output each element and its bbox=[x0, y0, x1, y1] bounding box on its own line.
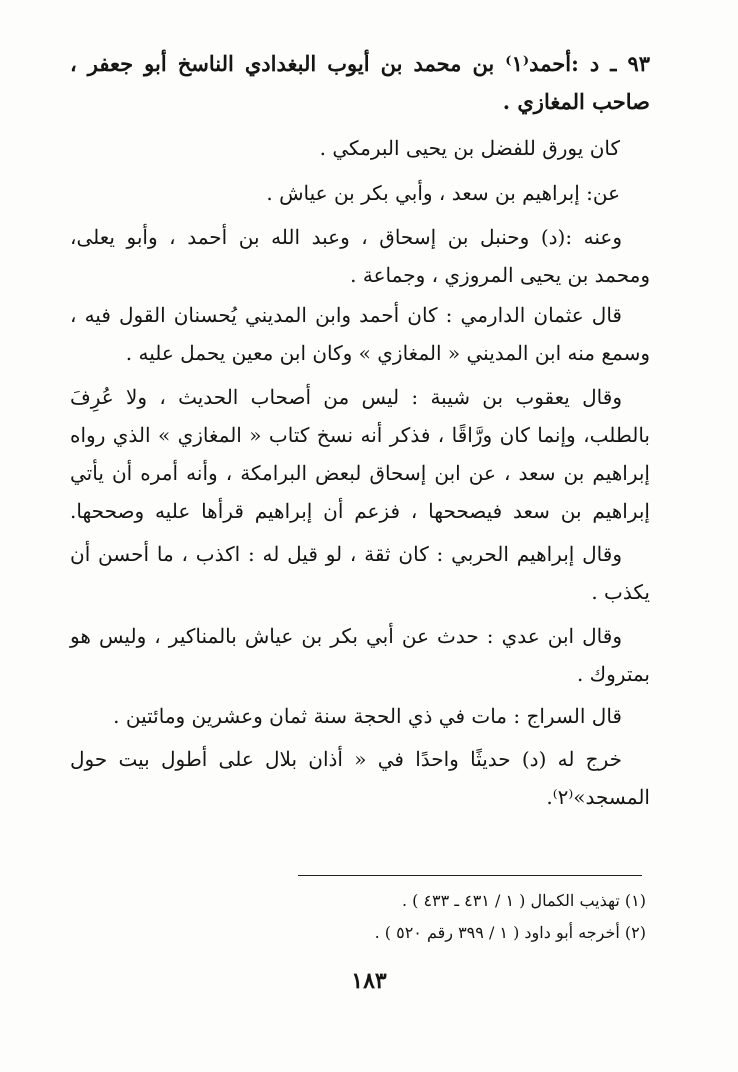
text-line: قال عثمان الدارمي : كان أحمد وابن المديني يُحسنان القول فيه ، bbox=[70, 303, 622, 327]
page-number: ١٨٣ bbox=[351, 968, 387, 994]
text-line: وعنه :(د) وحنبل بن إسحاق ، وعبد الله بن أحمد ، وأبو يعلى، bbox=[70, 225, 622, 249]
text-line: ومحمد بن يحيى المروزي ، وجماعة . bbox=[350, 263, 650, 287]
heading-line-1: ٩٣ ـ د :أحمد⁽١⁾ بن محمد بن أيوب البغدادي الناسخ أبو جعفر ، bbox=[70, 51, 650, 76]
text-line: إبراهيم بن سعد فيصححها ، فزعم أن إبراهيم قرأها عليه وصححها. bbox=[70, 499, 650, 523]
footnote-2: (٢) أخرجه أبو داود ( ١ / ٣٩٩ رقم ٥٢٠ ) . bbox=[374, 923, 646, 942]
text-line: خرج له (د) حديثًا واحدًا في « أذان بلال على أطول بيت حول bbox=[70, 747, 622, 771]
text-line: بمتروك . bbox=[576, 662, 650, 686]
text-line: المسجد»⁽٢⁾. bbox=[546, 785, 650, 809]
footnote-separator bbox=[298, 875, 642, 876]
text-line: يكذب . bbox=[591, 580, 650, 604]
paragraph-7 bbox=[70, 617, 650, 693]
paragraph-8 bbox=[70, 697, 650, 735]
text-line: قال السراج : مات في ذي الحجة سنة ثمان وعشرين ومائتين . bbox=[113, 704, 622, 728]
text-line: وقال إبراهيم الحربي : كان ثقة ، لو قيل له : اكذب ، ما أحسن أن bbox=[70, 542, 622, 566]
paragraph-9 bbox=[70, 740, 650, 816]
text-line: وقال يعقوب بن شيبة : ليس من أصحاب الحديث ، ولا عُرِفَ bbox=[70, 385, 622, 409]
paragraph-1 bbox=[70, 129, 648, 167]
text-line: إبراهيم بن سعد ، عن ابن إسحاق لبعض البرامكة ، وأنه أمره أن يأتي bbox=[70, 461, 650, 485]
paragraph-3 bbox=[70, 218, 650, 294]
paragraph-2 bbox=[70, 174, 648, 212]
text-line: عن: إبراهيم بن سعد ، وأبي بكر بن عياش . bbox=[266, 181, 620, 205]
paragraph-4 bbox=[70, 296, 650, 372]
paragraph-5 bbox=[70, 378, 650, 530]
text-line: بالطلب، وإنما كان ورَّاقًا ، فذكر أنه نسخ كتاب « المغازي » الذي رواه bbox=[70, 423, 650, 447]
footnote-1: (١) تهذيب الكمال ( ١ / ٤٣١ ـ ٤٣٣ ) . bbox=[401, 891, 646, 910]
text-line: وقال ابن عدي : حدث عن أبي بكر بن عياش بالمناكير ، وليس هو bbox=[70, 624, 622, 648]
entry-heading bbox=[70, 45, 650, 121]
heading-line-2: صاحب المغازي . bbox=[502, 89, 650, 114]
text-line: وسمع منه ابن المديني « المغازي » وكان ابن معين يحمل عليه . bbox=[125, 341, 650, 365]
text-line: كان يورق للفضل بن يحيى البرمكي . bbox=[319, 136, 620, 160]
paragraph-6 bbox=[70, 535, 650, 611]
